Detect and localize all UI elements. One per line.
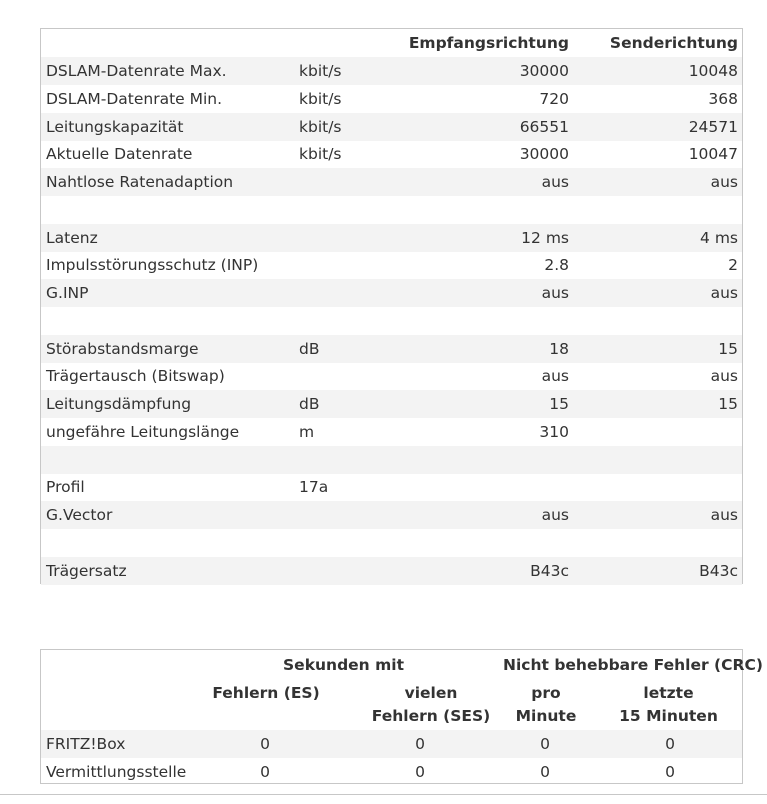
row-send-value: 10048	[688, 62, 738, 80]
divider	[0, 794, 767, 795]
table-row	[41, 307, 742, 335]
table-row	[41, 557, 742, 585]
row-per-minute-value: 0	[540, 735, 550, 753]
row-label: Vermittlungsstelle	[46, 763, 187, 781]
row-send-value: 2	[728, 256, 738, 275]
table-row	[41, 362, 742, 390]
row-receive-value: 18	[549, 339, 569, 358]
header-crc-errors: Nicht behebbare Fehler (CRC)	[503, 656, 763, 674]
table-row	[41, 529, 742, 557]
row-last-15-value: 0	[665, 763, 675, 781]
row-receive-value: 66551	[519, 117, 569, 136]
table-row	[41, 251, 742, 279]
header-ses-line2: Fehlern (SES)	[371, 707, 491, 725]
row-per-minute-value: 0	[540, 763, 550, 781]
header-receive-direction: Empfangsrichtung	[408, 34, 569, 52]
row-label: Aktuelle Datenrate	[46, 145, 193, 164]
header-ses-line1: vielen	[404, 684, 458, 702]
table-row	[41, 501, 742, 529]
row-label: Leitungskapazität	[46, 117, 184, 136]
table-row	[41, 85, 742, 113]
header-seconds-with: Sekunden mit	[283, 656, 404, 674]
table-row	[41, 57, 742, 85]
row-send-value: aus	[710, 367, 738, 386]
row-send-value: aus	[710, 506, 738, 524]
row-send-value: 4 ms	[700, 228, 738, 247]
row-label: DSLAM-Datenrate Max.	[46, 62, 227, 80]
row-es-value: 0	[260, 735, 270, 753]
row-send-value: 15	[718, 339, 738, 358]
row-unit: m	[299, 422, 315, 441]
row-receive-value: 30000	[519, 62, 569, 80]
row-receive-value: 12 ms	[521, 228, 569, 247]
row-unit: 17a	[299, 478, 329, 497]
row-unit: kbit/s	[299, 145, 342, 164]
row-send-value: 368	[708, 89, 738, 108]
table-row	[41, 196, 742, 224]
row-receive-value: 15	[549, 395, 569, 413]
table-row	[41, 446, 742, 474]
row-label: Störabstandsmarge	[46, 339, 199, 358]
row-last-15-value: 0	[665, 735, 675, 753]
row-label: Nahtlose Ratenadaption	[46, 173, 234, 191]
table-row	[41, 335, 742, 363]
table-row	[41, 224, 742, 252]
header-es: Fehlern (ES)	[212, 684, 320, 702]
header-per-minute-line1: pro	[531, 684, 561, 702]
row-label: DSLAM-Datenrate Min.	[46, 89, 223, 108]
row-unit: kbit/s	[299, 62, 342, 80]
table-row	[41, 279, 742, 307]
row-receive-value: 310	[539, 422, 569, 441]
table-header-row	[41, 29, 742, 57]
row-label: Profil	[46, 478, 85, 497]
table-row	[41, 113, 742, 141]
header-send-direction: Senderichtung	[609, 34, 738, 52]
row-label: FRITZ!Box	[46, 735, 126, 753]
row-send-value: 15	[718, 395, 738, 413]
row-receive-value: aus	[541, 506, 569, 524]
row-receive-value: aus	[541, 284, 569, 302]
table-row	[41, 758, 742, 786]
row-label: ungefähre Leitungslänge	[46, 422, 240, 441]
row-send-value: B43c	[699, 561, 738, 580]
row-receive-value: aus	[541, 173, 569, 191]
row-label: Leitungsdämpfung	[46, 395, 192, 413]
row-label: Trägersatz	[46, 561, 127, 580]
row-receive-value: aus	[541, 367, 569, 386]
table-row	[41, 390, 742, 418]
row-receive-value: 30000	[519, 145, 569, 164]
header-last-15-line2: 15 Minuten	[619, 707, 718, 725]
table-row	[41, 418, 742, 446]
row-send-value: 24571	[688, 117, 738, 136]
row-unit: dB	[299, 395, 320, 413]
error-statistics-table	[40, 649, 763, 784]
row-unit: kbit/s	[299, 89, 342, 108]
row-unit: kbit/s	[299, 117, 342, 136]
row-label: Latenz	[46, 228, 98, 247]
row-label: G.INP	[46, 284, 89, 302]
row-label: Trägertausch (Bitswap)	[46, 367, 225, 386]
row-receive-value: 2.8	[544, 256, 569, 275]
header-per-minute-line2: Minute	[515, 707, 577, 725]
row-label: Impulsstörungsschutz (INP)	[46, 256, 259, 275]
row-ses-value: 0	[415, 735, 425, 753]
row-send-value: 10047	[688, 145, 738, 164]
table-row	[41, 168, 742, 196]
row-label: G.Vector	[46, 506, 113, 524]
header-last-15-line1: letzte	[643, 684, 694, 702]
row-receive-value: B43c	[530, 561, 569, 580]
row-send-value: aus	[710, 284, 738, 302]
row-receive-value: 720	[539, 89, 569, 108]
row-send-value: aus	[710, 173, 738, 191]
table-row	[41, 730, 742, 758]
row-es-value: 0	[260, 763, 270, 781]
row-unit: dB	[299, 339, 320, 358]
table-row	[41, 140, 742, 168]
table-row	[41, 473, 742, 501]
row-ses-value: 0	[415, 763, 425, 781]
dsl-line-info-table	[40, 28, 743, 584]
